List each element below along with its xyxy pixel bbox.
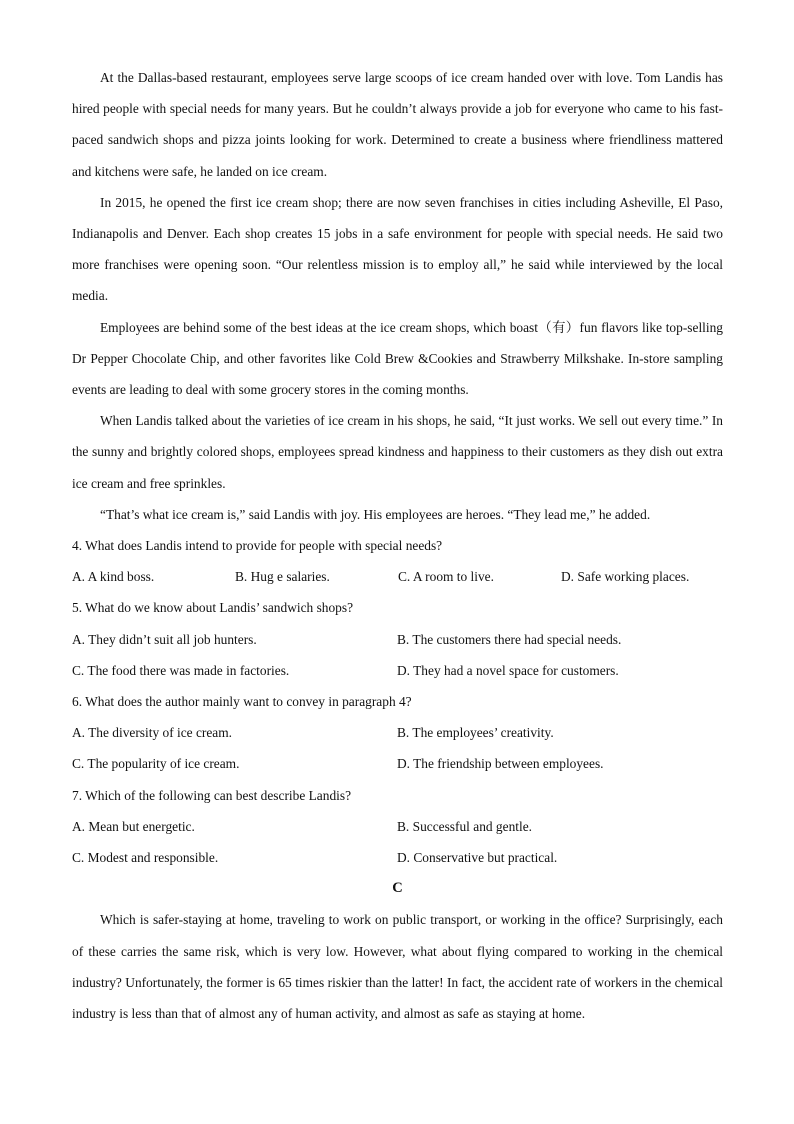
passage-c-paragraph-1: Which is safer-staying at home, traveling to work on public transport, or working in the office? Surprisingly, each of these carries the same risk, which is very low. However, what about flying compared to working in the chemical industry? Unfortunately, the former is 65 times riskier than the latter! In fact, the accident rate of workers in the chemical industry is less than that of almost any of human activity, and almost as safe as staying at home. [72, 912, 723, 1022]
document-page [72, 62, 723, 1029]
question-stem: 7. Which of the following can best describe Landis? [72, 787, 352, 803]
question-stem: 6. What does the author mainly want to convey in paragraph 4? [72, 694, 412, 710]
option-a: A. Mean but energetic. [72, 818, 195, 834]
option-c: C. Modest and responsible. [72, 850, 219, 866]
option-b: B. Hug e salaries. [235, 569, 330, 585]
question-stem: 5. What do we know about Landis’ sandwich shops? [72, 600, 354, 616]
passage-b-paragraph-2: In 2015, he opened the first ice cream shop; there are now seven franchises in cities including Asheville, El Paso, Indianapolis and Denver. Each shop creates 15 jobs in a safe environment for people with special needs. He said two more franchises were opening soon. “Our relentless mission is to employ all,” he said while interviewed by the local media. [72, 194, 723, 304]
option-d: D. Safe working places. [561, 569, 690, 585]
option-a: A. A kind boss. [72, 569, 155, 585]
section-heading-c: C [392, 880, 403, 897]
option-c: C. A room to live. [398, 569, 494, 585]
option-b: B. Successful and gentle. [397, 818, 532, 834]
option-c: C. The food there was made in factories. [72, 662, 290, 678]
option-d: D. Conservative but practical. [397, 850, 558, 866]
passage-b-paragraph-4: When Landis talked about the varieties of ice cream in his shops, he said, “It just works. We sell out every time.” In the sunny and brightly colored shops, employees spread kindness and happiness to their customers as they dish out extra ice cream and free sprinkles. [72, 413, 723, 491]
question-stem: 4. What does Landis intend to provide for people with special needs? [72, 538, 443, 554]
question-options [72, 561, 723, 592]
question-options [72, 624, 723, 686]
question-5 [72, 592, 723, 686]
option-b: B. The employees’ creativity. [397, 725, 554, 741]
question-6 [72, 686, 723, 780]
question-7 [72, 780, 723, 874]
option-d: D. They had a novel space for customers. [397, 662, 619, 678]
passage-b-paragraph-1: At the Dallas-based restaurant, employees serve large scoops of ice cream handed over with love. Tom Landis has hired people with special needs for many years. But he couldn’t always provide a job for everyone who came to his fast-paced sandwich shops and pizza joints looking for work. Determined to create a business where friendliness mattered and kitchens were safe, he landed on ice cream. [72, 70, 723, 179]
option-d: D. The friendship between employees. [397, 756, 604, 772]
option-a: A. The diversity of ice cream. [72, 725, 233, 741]
passage-c [72, 873, 723, 1029]
passage-b [72, 62, 723, 530]
option-b: B. The customers there had special needs. [397, 631, 622, 647]
option-c: C. The popularity of ice cream. [72, 756, 240, 772]
question-4 [72, 530, 723, 592]
question-options [72, 717, 723, 779]
passage-b-paragraph-5: “That’s what ice cream is,” said Landis with joy. His employees are heroes. “They lead me,” he added. [100, 506, 651, 522]
question-options [72, 811, 723, 873]
option-a: A. They didn’t suit all job hunters. [72, 631, 257, 647]
passage-b-paragraph-3: Employees are behind some of the best ideas at the ice cream shops, which boast（有）fun flavors like top-selling Dr Pepper Chocolate Chip, and other favorites like Cold Brew &Cookies and Strawberry Milkshake. In-store sampling events are leading to deal with some grocery stores in the coming months. [72, 319, 723, 398]
